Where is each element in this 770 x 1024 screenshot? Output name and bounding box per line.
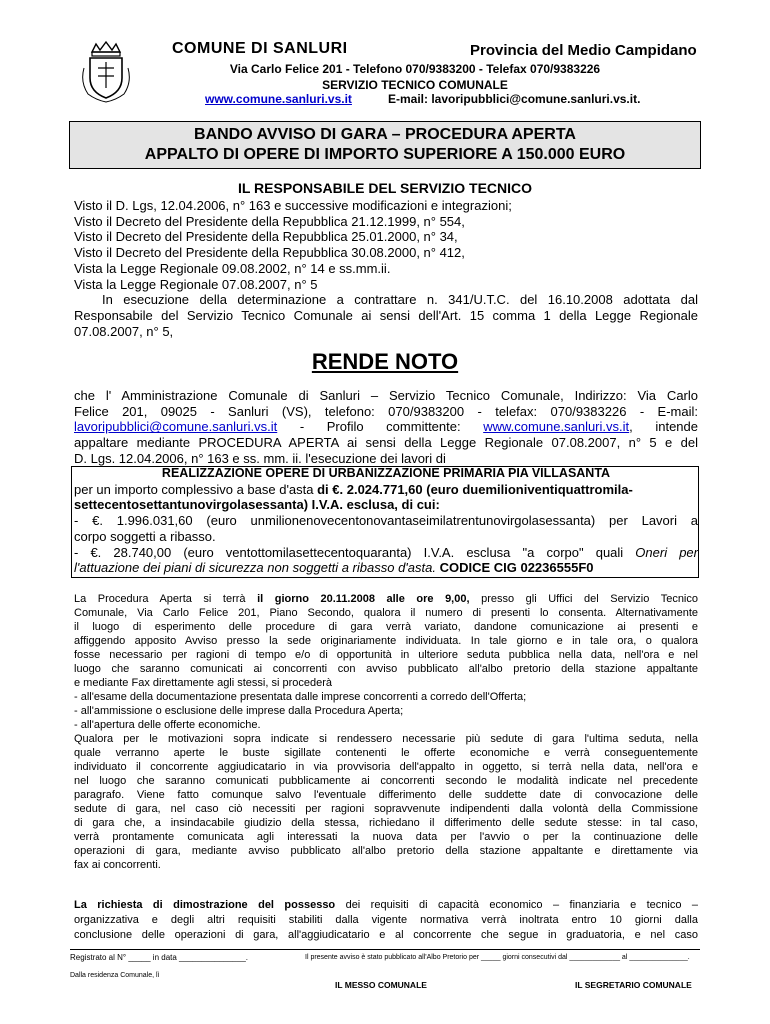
- qualora-line: fax ai concorrenti.: [74, 859, 161, 871]
- qualora-line: individuato il concorrente aggiudicatario in via provvisoria dell'appalto in oggetto, si terrà nella data, nell'ora e: [74, 761, 698, 773]
- qualora-line: paragrafo. Viene fatto comunque salvo l'eventuale differimento delle suddette date di convocazione delle: [74, 789, 698, 801]
- visto-line: Visto il Decreto del Presidente della Repubblica 30.08.2000, n° 412,: [74, 245, 465, 261]
- codice-cig: CODICE CIG 02236555F0: [435, 560, 594, 576]
- footer-registrato: Registrato al N° _____ in data _______________.: [70, 953, 249, 962]
- richiesta-paragraph: [74, 898, 698, 943]
- intro-line: D. Lgs. 12.04.2006, n° 163 e ss. mm. ii. l'esecuzione dei lavori di: [74, 450, 446, 466]
- procedura-bullet: - all'apertura delle offerte economiche.: [74, 719, 261, 731]
- qualora-line: nel luogo che saranno comunicati pubblicamente ai concorrenti secondo le modalità indicate nel precedente: [74, 775, 698, 787]
- header-address: Via Carlo Felice 201 - Telefono 070/9383200 - Telefax 070/9383226: [229, 62, 601, 76]
- lavori-item: - €. 28.740,00 (euro ventottomilasettecentoquaranta) I.V.A. esclusa "a corpo" quali Oneri per: [74, 544, 698, 560]
- visto-line: Visto il Decreto del Presidente della Repubblica 25.01.2000, n° 34,: [74, 229, 458, 245]
- intro-line: Felice 201, 09025 - Sanluri (VS), telefono: 070/9383200 - telefax: 070/9383226 - E-mail:: [74, 403, 698, 419]
- esecuzione-line: In esecuzione della determinazione a contrattare n. 341/U.T.C. del 16.10.2008 adottata dal: [102, 292, 698, 308]
- visto-line: Visto il Decreto del Presidente della Repubblica 21.12.1999, n° 554,: [74, 213, 465, 229]
- procedura-line: La Procedura Aperta si terrà il giorno 20.11.2008 alle ore 9,00, presso gli Uffici del Servizio Tecnico: [74, 593, 698, 605]
- footer-pubblicato: Il presente avviso è stato pubblicato all'Albo Pretorio per _____ giorni consecutivi dal _____________ al _______________.: [305, 954, 690, 961]
- lavori-item-cont: l'attuazione dei piani di sicurezza non soggetti a ribasso d'asta. CODICE CIG 02236555F0: [74, 560, 594, 576]
- procedura-bullet: - all'ammissione o esclusione delle imprese dalla Procedura Aperta;: [74, 705, 404, 717]
- visto-line: Visto il D. Lgs, 12.04.2006, n° 163 e successive modificazioni e integrazioni;: [74, 198, 512, 213]
- responsabile-heading: IL RESPONSABILE DEL SERVIZIO TECNICO: [237, 180, 533, 196]
- rende-noto-heading: RENDE NOTO: [311, 349, 459, 374]
- provincia-name: Provincia del Medio Campidano: [470, 42, 697, 59]
- footer-residenza: Dalla residenza Comunale, lì: [70, 972, 160, 979]
- esecuzione-line: Responsabile del Servizio Tecnico Comunale ai sensi dell'Art. 15 comma 1 della Legge Regionale: [74, 307, 698, 323]
- lavori-importo-cont: settecentosettantunovirgolasessanta) I.V.A. esclusa, di cui:: [74, 497, 440, 513]
- header-email: E-mail: lavoripubblici@comune.sanluri.vs.it.: [388, 92, 641, 106]
- procedura-bullet: - all'esame della documentazione presentata dalle imprese concorrenti a corredo dell'Offerta;: [74, 691, 527, 703]
- procedura-line: Comunale, Via Carlo Felice 201, Piano Secondo, qualora il numero di presenti lo consenta. Alternativamente: [74, 607, 698, 619]
- bando-title-line1: BANDO AVVISO DI GARA – PROCEDURA APERTA: [194, 126, 576, 143]
- procedura-paragraph: [74, 592, 698, 872]
- header-website-link[interactable]: www.comune.sanluri.vs.it: [205, 92, 352, 106]
- intro-paragraph: [74, 388, 698, 467]
- lavori-details: [74, 466, 698, 576]
- visto-line: Vista la Legge Regionale 07.08.2007, n° 5: [74, 276, 318, 292]
- bando-title-line2: APPALTO DI OPERE DI IMPORTO SUPERIORE A 150.000 EURO: [144, 146, 626, 163]
- qualora-line: verrà prontamente comunicata agli interessati la nuova data per l'avvio o per la continuazione delle: [74, 831, 698, 843]
- qualora-line: quale verranno aperte le buste sigillate contenenti le offerte economiche e verrà conseguentemente: [74, 747, 698, 759]
- intro-line: che l' Amministrazione Comunale di Sanluri – Servizio Tecnico Comunale, Indirizzo: Via Carlo: [74, 388, 698, 403]
- richiesta-line: La richiesta di dimostrazione del possesso dei requisiti di capacità economico – finanziaria e tecnico –: [74, 899, 698, 911]
- visto-line: Vista la Legge Regionale 09.08.2002, n° 14 e ss.mm.ii.: [74, 260, 391, 276]
- qualora-line: operazioni di gara, mediante avviso pubblicato all'albo pretorio della stazione appaltante e direttamente via: [74, 845, 698, 857]
- procedura-line: luogo che saranno comunicati ai concorrenti con avviso pubblicato all'albo pretorio della stazione appaltante: [74, 663, 698, 675]
- lavori-importo: per un importo complessivo a base d'asta di €. 2.024.771,60 (euro duemilioniventiquattromila-: [74, 481, 633, 497]
- footer-divider: [70, 949, 700, 950]
- segretario-comunale-label: IL SEGRETARIO COMUNALE: [575, 980, 692, 990]
- lavori-title: REALIZZAZIONE OPERE DI URBANIZZAZIONE PRIMARIA PIA VILLASANTA: [161, 466, 611, 480]
- bando-title-box: [69, 121, 701, 169]
- procedura-line: il luogo di esperimento delle procedure di gara verrà variato, dandone comunicazione ai presenti e: [74, 621, 698, 633]
- esecuzione-line: 07.08.2007, n° 5,: [74, 323, 174, 339]
- lavori-item: - €. 1.996.031,60 (euro unmilionenovecentonovantaseimilatrentunovirgolasessanta) per Lavori a: [74, 513, 698, 529]
- intro-line: appaltare mediante PROCEDURA APERTA ai sensi della Legge Regionale 07.08.2007, n° 5 e del: [74, 435, 698, 451]
- qualora-line: di gara che, a insindacabile giudizio della stessa, richiedano il differimento delle sedute stesse: in tal caso,: [74, 817, 698, 829]
- header-servizio: SERVIZIO TECNICO COMUNALE: [322, 78, 508, 92]
- procedura-line: fosse necessario per ragioni di tempo e/o di opportunità in ulteriore seduta pubblica nella data, nell'ora e nel: [74, 649, 698, 661]
- qualora-line: Qualora per le motivazioni sopra indicate si rendessero necessarie più sedute di gara l'ultima seduta, nella: [74, 733, 698, 745]
- website-link[interactable]: www.comune.sanluri.vs.it: [483, 419, 630, 435]
- procedura-line: e mediante Fax direttamente agli stessi, si procederà: [74, 677, 333, 689]
- richiesta-line: conclusione delle operazioni di gara, all'aggiudicatario e al concorrente che segue in graduatoria, e nel caso: [74, 929, 698, 941]
- comune-name: COMUNE DI SANLURI: [172, 40, 348, 57]
- richiesta-line: organizzativa e degli altri requisiti stabiliti dalla vigente normativa verrà inoltrata entro 10 giorni dalla: [74, 914, 698, 926]
- intro-line: lavoripubblici@comune.sanluri.vs.it - Profilo committente: www.comune.sanluri.vs.it, intende: [74, 419, 698, 435]
- email-link[interactable]: lavoripubblici@comune.sanluri.vs.it: [74, 419, 278, 435]
- visti-list: [74, 198, 698, 339]
- qualora-line: sedute di gara, nel caso ciò necessiti per ragioni sopravvenute indipendenti dalla volontà della Commissione: [74, 803, 698, 815]
- procedura-line: affiggendo apposito Avviso presso la sede originariamente individuata. In tale giorno e in tale ora, o qualora: [74, 635, 698, 647]
- lavori-item-cont: corpo soggetti a ribasso.: [74, 528, 216, 544]
- messo-comunale-label: IL MESSO COMUNALE: [335, 980, 427, 990]
